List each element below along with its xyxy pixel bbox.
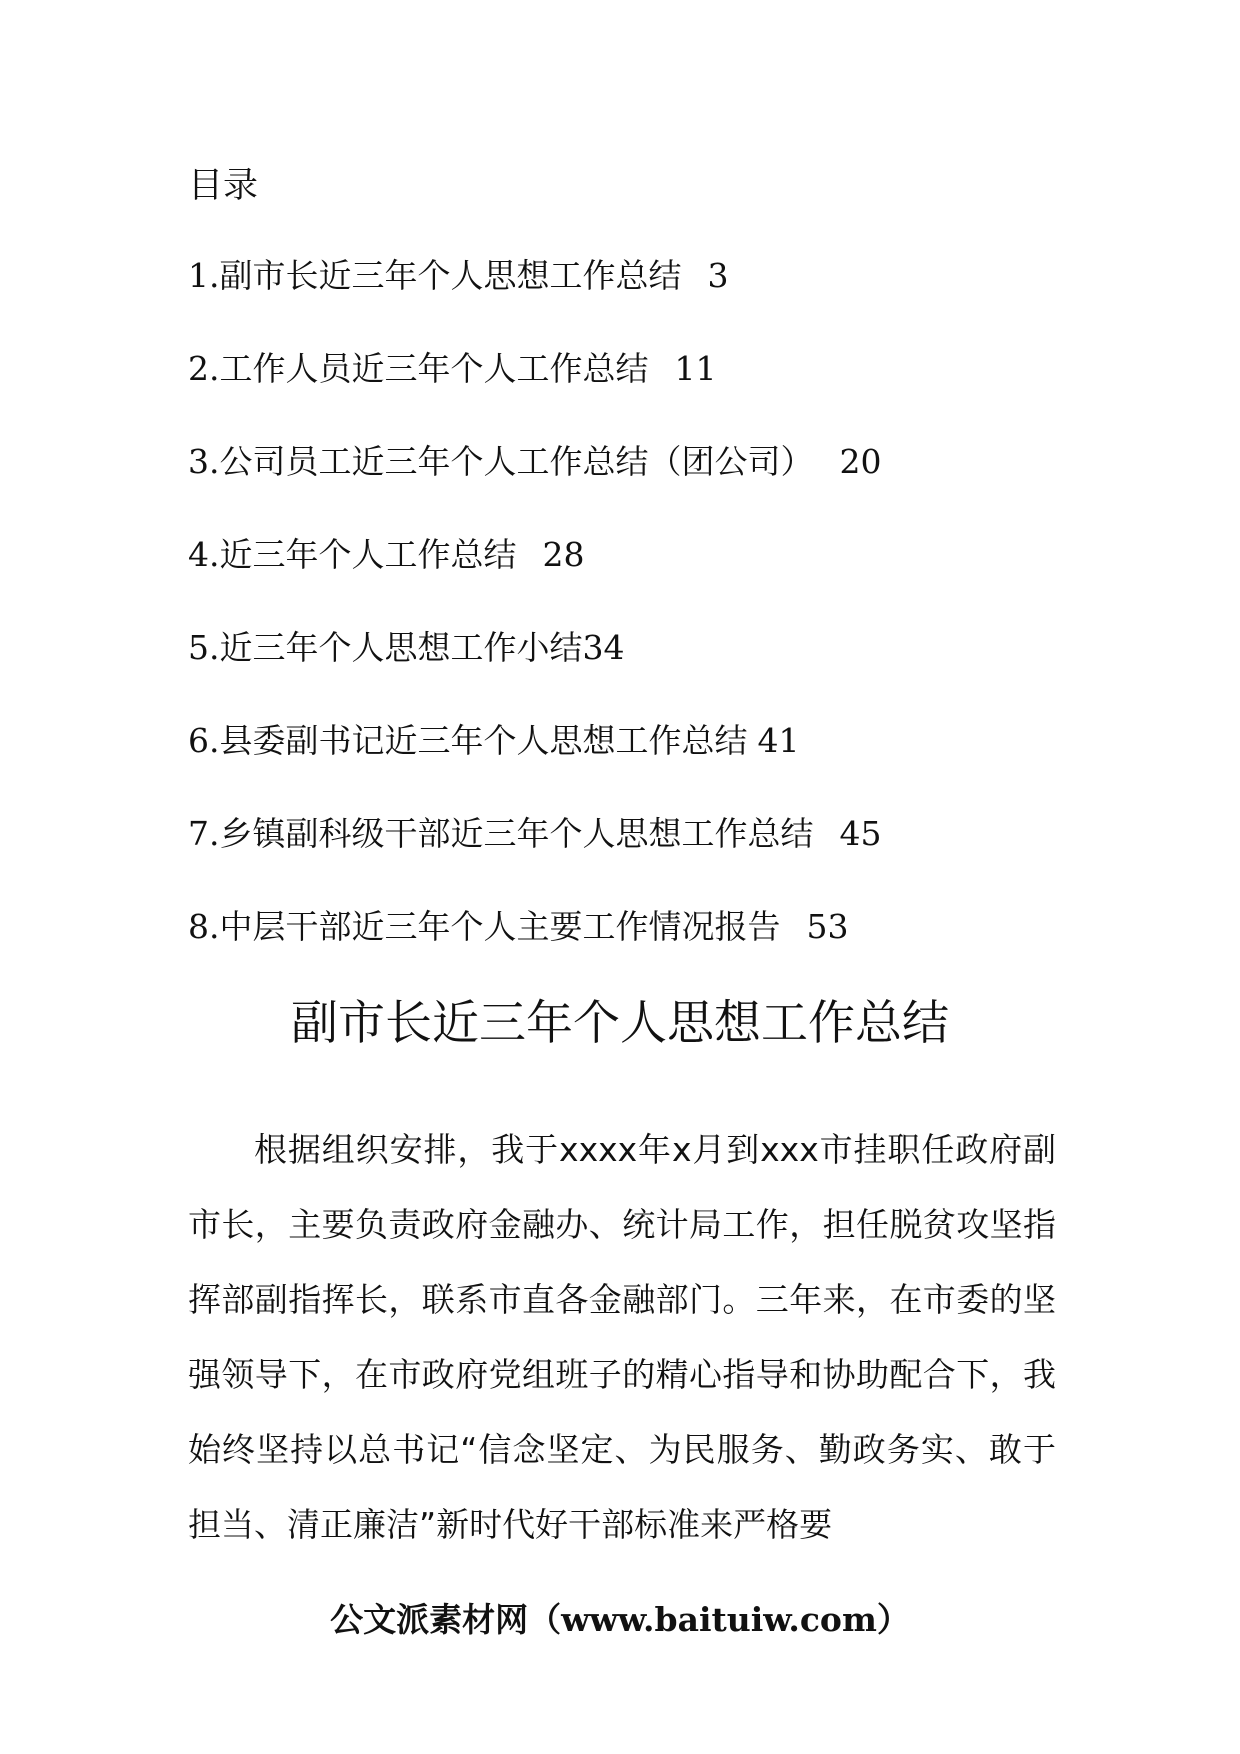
toc-item-label: 近三年个人思想工作小结 bbox=[219, 628, 583, 667]
toc-item-number: 7. bbox=[188, 814, 220, 853]
toc-item-page: 28 bbox=[542, 535, 585, 574]
toc-item[interactable] bbox=[188, 347, 882, 440]
toc-item-page: 41 bbox=[757, 721, 800, 760]
document-title: 副市长近三年个人思想工作总结 bbox=[291, 996, 949, 1051]
toc-item-page: 3 bbox=[707, 256, 729, 295]
toc-item[interactable] bbox=[188, 719, 882, 812]
toc-list bbox=[188, 254, 882, 998]
toc-item-number: 8. bbox=[188, 907, 220, 946]
toc-item-number: 4. bbox=[188, 535, 220, 574]
toc-item-label: 县委副书记近三年个人思想工作总结 bbox=[219, 721, 748, 760]
toc-item-number: 5. bbox=[188, 628, 220, 667]
toc-item-number: 6. bbox=[188, 721, 220, 760]
toc-item-page: 34 bbox=[582, 628, 625, 667]
toc-item-page: 20 bbox=[839, 442, 882, 481]
toc-item-page: 11 bbox=[674, 349, 717, 388]
toc-item-label: 工作人员近三年个人工作总结 bbox=[219, 349, 649, 388]
toc-item-page: 45 bbox=[839, 814, 882, 853]
toc-item-number: 1. bbox=[188, 256, 220, 295]
toc-item-label: 公司员工近三年个人工作总结（团公司） bbox=[219, 442, 814, 481]
toc-item-label: 副市长近三年个人思想工作总结 bbox=[219, 256, 682, 295]
toc-item-label: 近三年个人工作总结 bbox=[219, 535, 517, 574]
footer-watermark: 公文派素材网（www.baituiw.com） bbox=[330, 1600, 910, 1639]
toc-item[interactable] bbox=[188, 440, 882, 533]
toc-item[interactable] bbox=[188, 905, 882, 998]
toc-item[interactable] bbox=[188, 254, 882, 347]
toc-item-page: 53 bbox=[806, 907, 849, 946]
body-paragraph: 根据组织安排，我于xxxx年x月到xxx市挂职任政府副市长，主要负责政府金融办、统计局工作，担任脱贫攻坚指挥部副指挥长，联系市直各金融部门。三年来，在市委的坚强领导下，在市政府党组班子的精心指导和协助配合下，我始终坚持以总书记“信念坚定、为民服务、勤政务实、敢于担当、清正廉洁”新时代好干部标准来严格要 bbox=[188, 1130, 1056, 1544]
toc-item-label: 乡镇副科级干部近三年个人思想工作总结 bbox=[219, 814, 814, 853]
toc-title: 目录 bbox=[188, 166, 259, 206]
toc-item-number: 3. bbox=[188, 442, 220, 481]
toc-item[interactable] bbox=[188, 533, 882, 626]
toc-item-number: 2. bbox=[188, 349, 220, 388]
toc-item[interactable] bbox=[188, 626, 882, 719]
toc-item-label: 中层干部近三年个人主要工作情况报告 bbox=[219, 907, 781, 946]
toc-item[interactable] bbox=[188, 812, 882, 905]
